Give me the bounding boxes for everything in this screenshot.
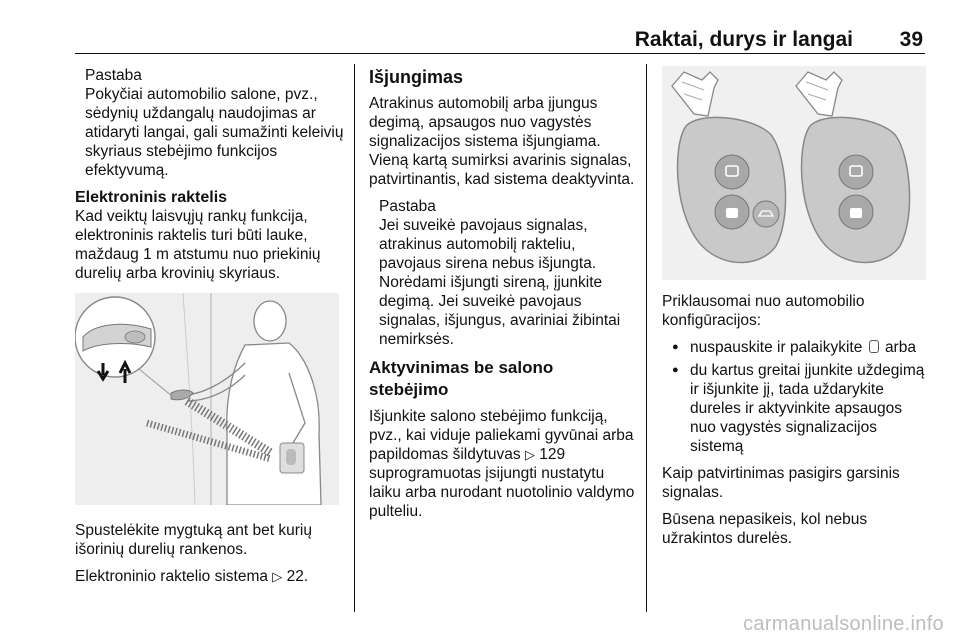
right-column [662, 66, 930, 556]
section-heading-deactivation: Išjungimas [369, 67, 464, 87]
note-box [369, 197, 637, 349]
note-text: Pokyčiai automobilio salone, pvz., sėdynių uždangalų naudojimas ar atidaryti langai, gali sumažinti keleivių skyriaus stebėjimo funkcijos efektyvumą. [85, 86, 344, 179]
reference-text: Elektroninio raktelio sistema [75, 568, 268, 585]
confirmation-paragraph: Kaip patvirtinimas pasigirs garsinis signalas. [662, 465, 900, 501]
door-handle-drawing [75, 293, 339, 505]
note-text: Jei suveikė pavojaus signalas, atrakinus automobilį rakteliu, pavojaus sirena nebus išjungta. Norėdami išjungti sireną, įjunkite degimą. Jei suveikė pavojaus signalas, išjungus, avariniai žibintai nemirksės. [379, 217, 621, 348]
page-header [75, 26, 925, 54]
reference-paragraph [75, 567, 347, 586]
after-figure-paragraph: Spustelėkite mygtuką ant bet kurių išorinių durelių rankenos. [75, 522, 312, 558]
list-item: ● du kartus greitai įjunkite uždegimą ir išjunkite jį, tada uždarykite dureles ir aktyvinkite apsaugos nuo vagystės signalizacijos sistemą [662, 361, 930, 456]
remote-keys-drawing [662, 66, 926, 280]
header-rule [75, 53, 925, 54]
page-title: Raktai, durys ir langai [634, 28, 853, 51]
column-divider-2 [646, 64, 647, 612]
column-divider-1 [354, 64, 355, 612]
reference-page[interactable]: 129 [539, 446, 566, 463]
middle-column [369, 66, 637, 529]
reference-arrow-icon[interactable]: ▷ [272, 569, 283, 584]
list-item: ● nuspauskite ir palaikykite arba [662, 338, 930, 357]
watermark: carmanualsonline.info [743, 613, 944, 635]
note-box [75, 66, 347, 180]
door-handle-illustration [75, 293, 339, 505]
status-paragraph: Būsena nepasikeis, kol nebus užrakintos durelės. [662, 511, 868, 547]
left-column [75, 66, 347, 594]
option-list [662, 338, 930, 456]
activation-paragraph: Išjunkite salono stebėjimo funkciją, pvz., kai viduje paliekami gyvūnai arba papildomas šildytuvas ▷ 129 suprogramuotas įsijungti nustatytu laiku arba nurodant nuotolinio valdymo pulteliu. [369, 408, 635, 520]
section-paragraph: Kad veiktų laisvųjų rankų funkcija, elektroninis raktelis turi būti lauke, maždaug 1 m atstumu nuo priekinių durelių arba krovinių skyriaus. [75, 208, 321, 282]
reference-page[interactable]: 22. [286, 568, 309, 585]
note-title: Pastaba [85, 67, 142, 84]
remote-key-illustration [662, 66, 926, 280]
intro-paragraph: Priklausomai nuo automobilio konfigūracijos: [662, 293, 865, 329]
section-heading: Elektroninis raktelis [75, 189, 228, 206]
deactivation-paragraph: Atrakinus automobilį arba įjungus degimą, apsaugos nuo vagystės signalizacijos sistema išjungiama. Vieną kartą sumirksi avarinis signalas, patvirtinantis, kad sistema deaktyvinta. [369, 95, 635, 188]
section-heading-activation: Aktyvinimas be salono stebėjimo [369, 358, 554, 399]
page-number: 39 [899, 28, 923, 51]
reference-arrow-icon[interactable]: ▷ [524, 447, 535, 462]
note-title: Pastaba [379, 198, 436, 215]
lock-button-icon [869, 340, 879, 353]
